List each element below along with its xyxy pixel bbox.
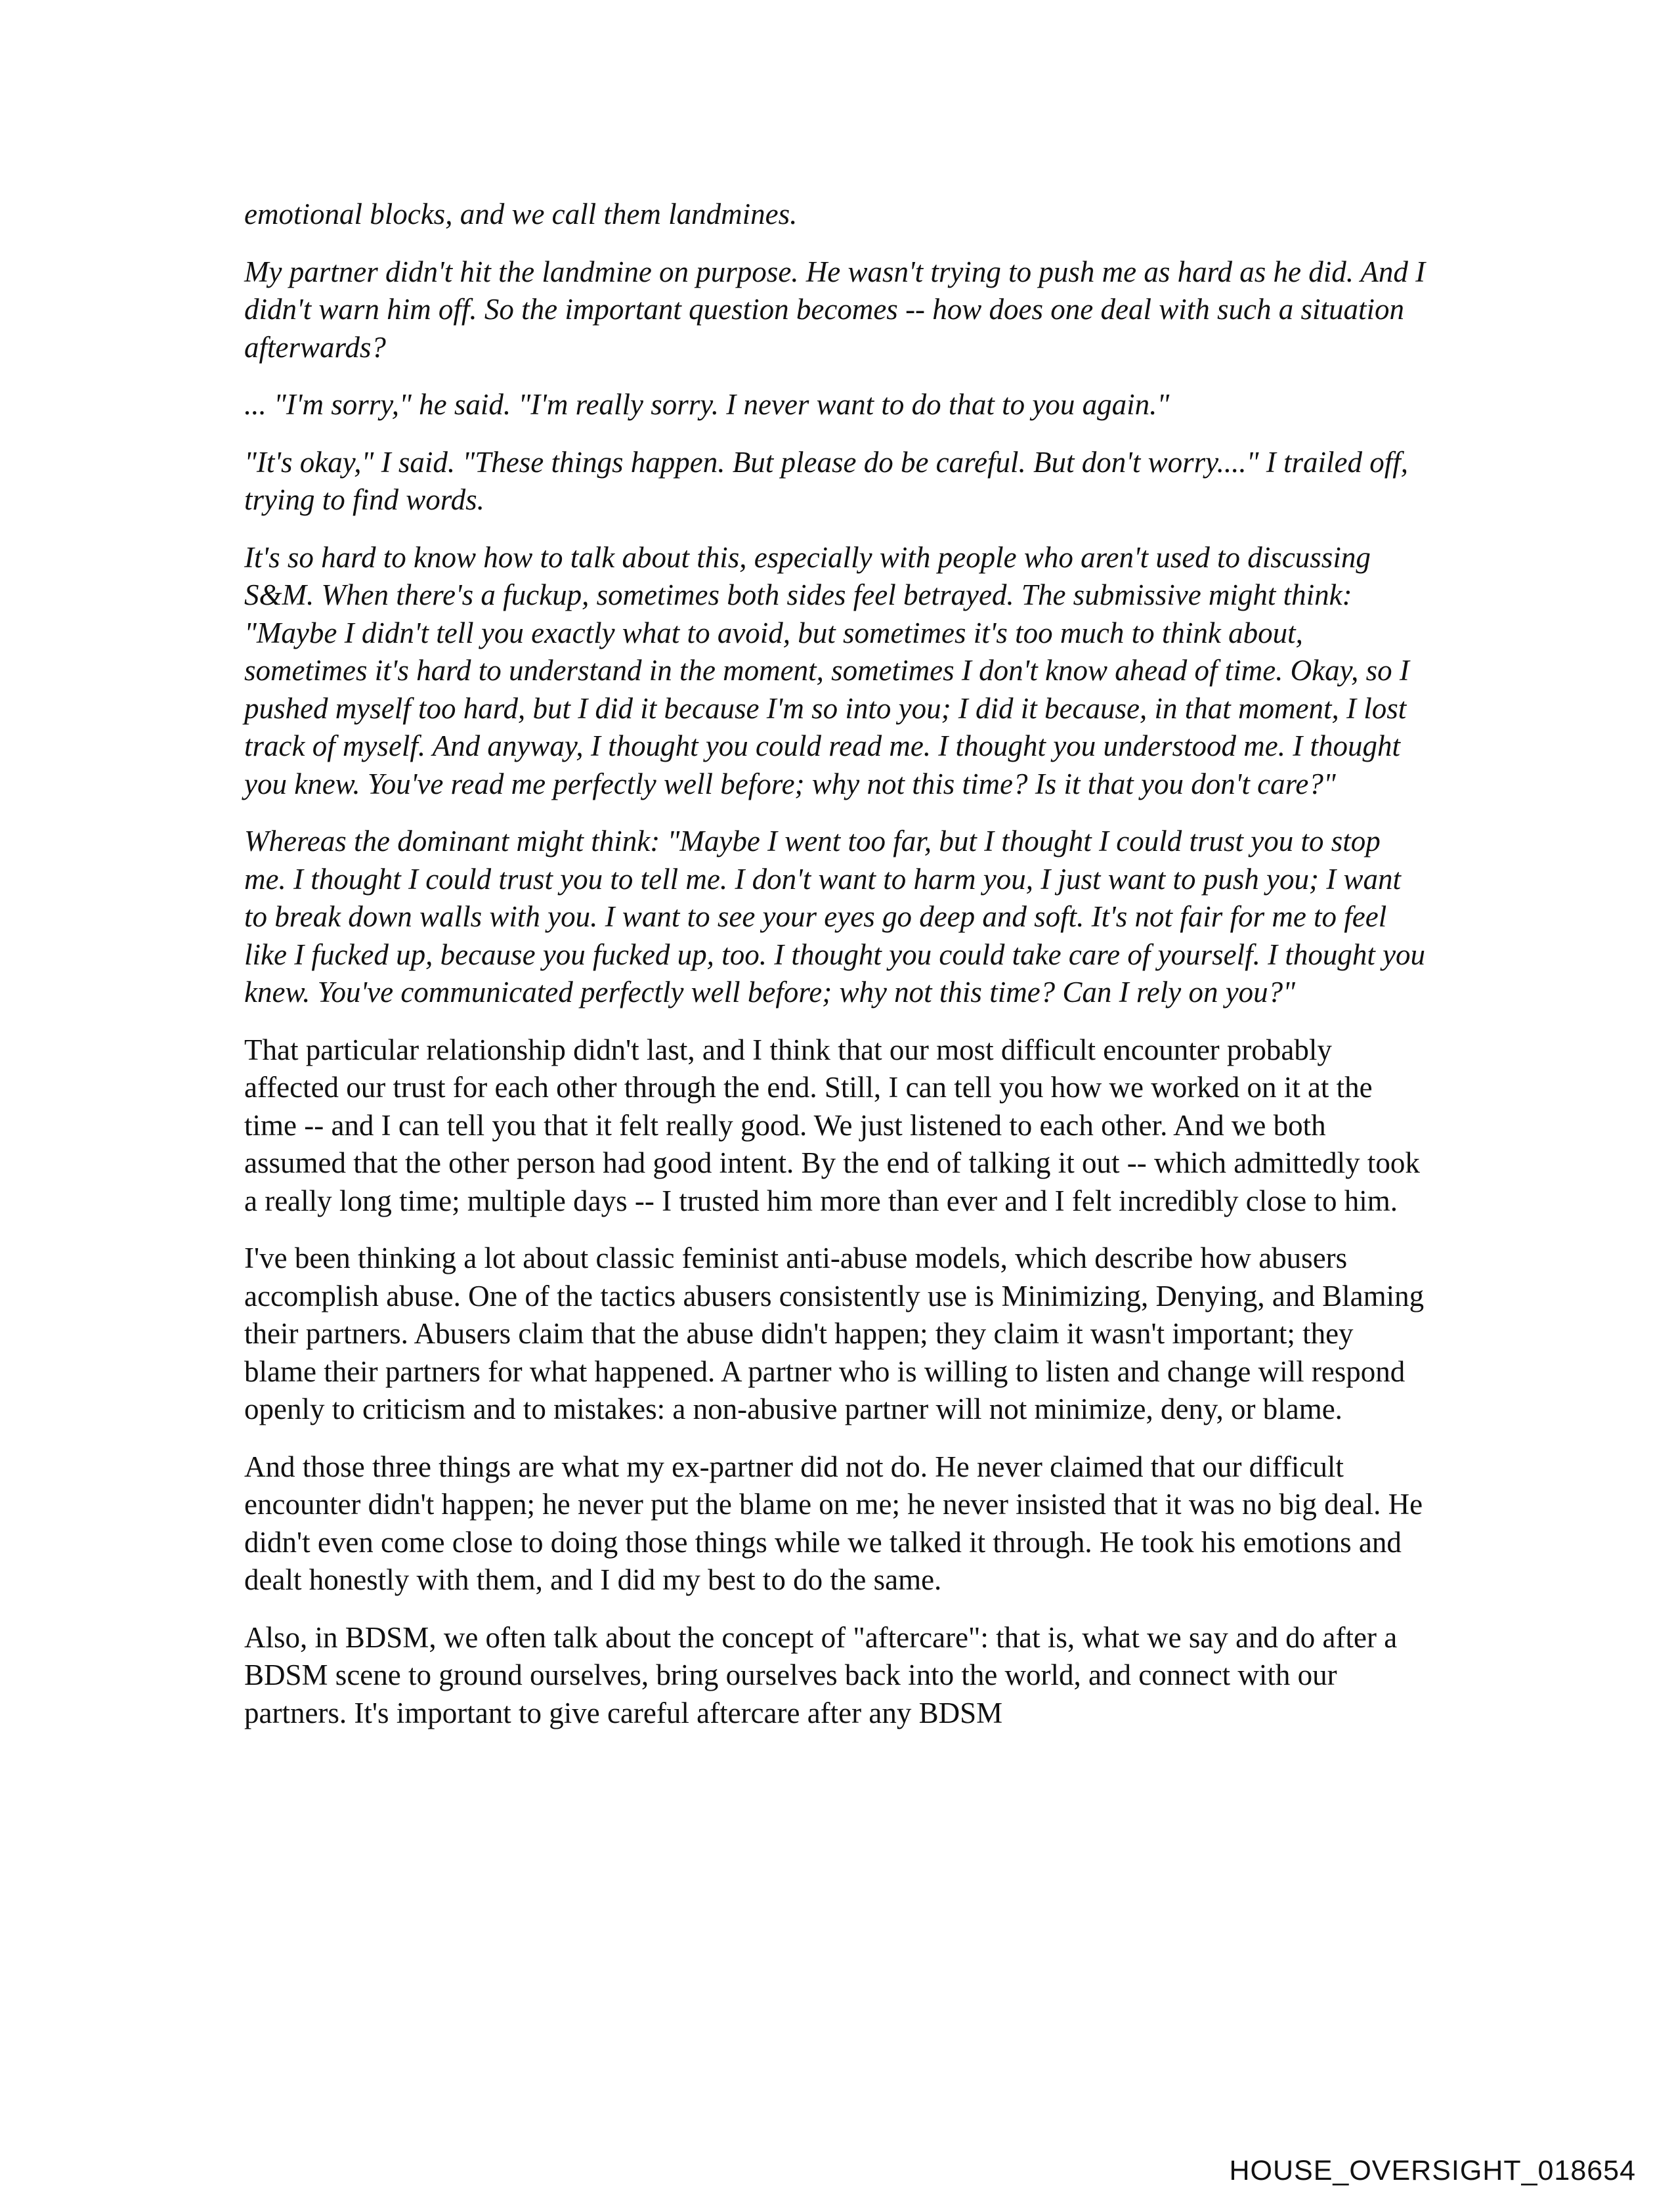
- paragraph: "It's okay," I said. "These things happen. But please do be careful. But don't worry...." I trailed off, trying to find words.: [244, 445, 1408, 516]
- paragraph: I've been thinking a lot about classic feminist anti-abuse models, which describe how abusers accomplish abuse. One of the tactics abusers consistently use is Minimizing, Denying, and Blaming their partners. Abusers claim that the abuse didn't happen; they claim it wasn't important; they blame their partners for what happened. A partner who is willing to listen and change will respond openly to criticism and to mistakes: a non-abusive partner will not minimize, deny, or blame.: [244, 1242, 1425, 1425]
- paragraph: My partner didn't hit the landmine on purpose. He wasn't trying to push me as hard as he did. And I didn't warn him off. So the important question becomes -- how does one deal with such a situation afterwards?: [244, 255, 1426, 364]
- paragraph: Also, in BDSM, we often talk about the concept of "aftercare": that is, what we say and do after a BDSM scene to ground ourselves, bring ourselves back into the world, and connect with our partners. It's important to give careful aftercare after any BDSM: [244, 1620, 1398, 1729]
- document-body: [244, 196, 1426, 1752]
- paragraph: And those three things are what my ex-partner did not do. He never claimed that our difficult encounter didn't happen; he never put the blame on me; he never insisted that it was no big deal. He didn't even come close to doing those things while we talked it through. He took his emotions and dealt honestly with them, and I did my best to do the same.: [244, 1450, 1423, 1596]
- bates-stamp: HOUSE_OVERSIGHT_018654: [1229, 2155, 1636, 2186]
- paragraph: emotional blocks, and we call them landmines.: [244, 198, 798, 230]
- paragraph: That particular relationship didn't last, and I think that our most difficult encounter probably affected our trust for each other through the end. Still, I can tell you how we worked on it at the time -- and I can tell you that it felt really good. We just listened to each other. And we both assumed that the other person had good intent. By the end of talking it out -- which admittedly took a really long time; multiple days -- I trusted him more than ever and I felt incredibly close to him.: [244, 1033, 1420, 1217]
- paragraph: It's so hard to know how to talk about this, especially with people who aren't used to discussing S&M. When there's a fuckup, sometimes both sides feel betrayed. The submissive might think: "Maybe I didn't tell you exactly what to avoid, but sometimes it's too much to think about, sometimes it's hard to understand in the moment, sometimes I don't know ahead of time. Okay, so I pushed myself too hard, but I did it because I'm so into you; I did it because, in that moment, I lost track of myself. And anyway, I thought you could read me. I thought you understood me. I thought you knew. You've read me perfectly well before; why not this time? Is it that you don't care?": [244, 540, 1409, 800]
- paragraph: ... "I'm sorry," he said. "I'm really sorry. I never want to do that to you again.": [244, 388, 1170, 421]
- paragraph: Whereas the dominant might think: "Maybe I went too far, but I thought I could trust you to stop me. I thought I could trust you to tell me. I don't want to harm you, I just want to push you; I want to break down walls with you. I want to see your eyes go deep and soft. It's not fair for me to feel like I fucked up, because you fucked up, too. I thought you could take care of yourself. I thought you knew. You've communicated perfectly well before; why not this time? Can I rely on you?": [244, 825, 1426, 1008]
